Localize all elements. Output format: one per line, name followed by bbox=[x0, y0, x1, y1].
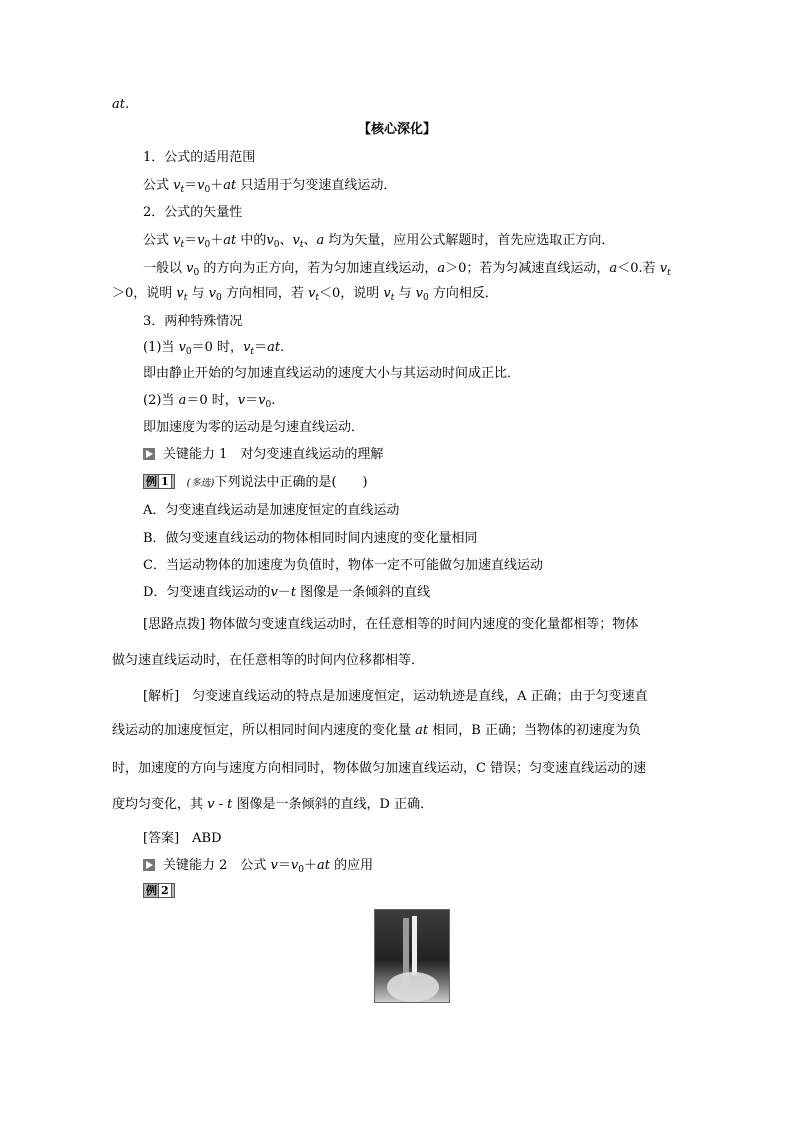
var: t bbox=[227, 797, 233, 812]
text-fragment: 的应用 bbox=[330, 858, 374, 873]
text-fragment: 、 bbox=[279, 233, 293, 248]
analysis-line bbox=[112, 722, 641, 740]
analysis-text: 时，加速度的方向与速度方向相同时，物体做匀加速直线运动，C 错误；匀变速直线运动的速 bbox=[112, 761, 647, 776]
subheading-text: 2．公式的矢量性 bbox=[143, 205, 243, 220]
hint-line bbox=[112, 652, 424, 670]
text-fragment: ＝0 时， bbox=[186, 393, 238, 408]
example-label: 例 bbox=[146, 884, 157, 897]
var: v bbox=[290, 858, 299, 873]
var: at bbox=[223, 178, 237, 193]
text-line bbox=[143, 339, 284, 361]
text-fragment: 方向相反． bbox=[428, 286, 498, 301]
text-fragment: ＝ bbox=[184, 178, 198, 193]
text-fragment: . bbox=[280, 340, 285, 355]
text-fragment: 方向相同，若 bbox=[221, 286, 309, 301]
text-fragment: 中的 bbox=[236, 233, 267, 248]
example-1-question bbox=[143, 474, 368, 493]
var: v bbox=[178, 340, 186, 355]
subscript: 0 bbox=[298, 865, 305, 875]
subscript: 0 bbox=[193, 268, 200, 278]
subscript: t bbox=[667, 268, 671, 278]
rocket bbox=[412, 916, 417, 976]
answer-line bbox=[143, 830, 222, 848]
var: v bbox=[207, 797, 215, 812]
var: a bbox=[609, 261, 618, 276]
text-fragment: ＝ bbox=[254, 340, 268, 355]
text-fragment: - bbox=[214, 797, 228, 812]
subscript: t bbox=[250, 347, 255, 357]
example-number: 2 bbox=[158, 883, 172, 898]
text-fragment: . bbox=[271, 393, 276, 408]
key-ability-2 bbox=[143, 857, 373, 879]
subscript: 0 bbox=[216, 293, 222, 303]
var: at bbox=[267, 340, 281, 355]
var: v bbox=[243, 340, 251, 355]
text-fragment: 度均匀变化，其 bbox=[112, 797, 208, 812]
example-badge bbox=[143, 474, 175, 489]
text-fragment: ＝0 时， bbox=[191, 340, 244, 355]
var: v bbox=[208, 286, 217, 301]
multi-select-tag: (多选) bbox=[186, 478, 215, 489]
text-fragment: 即加速度为零的运动是匀速直线运动． bbox=[143, 420, 365, 435]
option-text: C．当运动物体的加速度为负值时，物体一定不可能做匀加速直线运动 bbox=[143, 558, 543, 573]
hint-text: [思路点拨] 物体做匀变速直线运动时，在任意相等的时间内速度的变化量都相等；物体 bbox=[143, 617, 639, 632]
text-fragment: D．匀变速直线运动的 bbox=[143, 585, 271, 600]
subscript: t bbox=[180, 185, 185, 195]
subscript: t bbox=[390, 293, 395, 303]
var: t bbox=[290, 585, 297, 600]
heading-text: 【核心深化】 bbox=[357, 122, 436, 137]
var: v bbox=[176, 286, 184, 301]
var: at bbox=[223, 233, 237, 248]
subscript: 0 bbox=[265, 400, 272, 410]
text-fragment: ＝ bbox=[184, 233, 198, 248]
text-fragment: ＋ bbox=[210, 178, 224, 193]
text-fragment: 图像是一条倾斜的直线 bbox=[296, 585, 431, 600]
text-fragment: ＋ bbox=[304, 858, 318, 873]
answer-text: [答案] ABD bbox=[143, 831, 222, 846]
formula-line bbox=[143, 177, 396, 199]
var: v bbox=[173, 178, 181, 193]
subheading bbox=[143, 149, 255, 167]
text-line bbox=[143, 365, 520, 383]
example-number: 1 bbox=[158, 474, 172, 489]
text-fragment: 的方向为正方向，若为匀加速直线运动， bbox=[199, 261, 438, 276]
var: v bbox=[270, 858, 278, 873]
analysis-line bbox=[112, 760, 646, 778]
var: v bbox=[237, 393, 246, 408]
text-fragment: 关键能力 2 公式 bbox=[163, 858, 271, 873]
example-2-badge-line bbox=[143, 883, 187, 901]
subheading bbox=[143, 204, 242, 222]
option-b bbox=[143, 530, 478, 548]
text-fragment: 只适用于匀变速直线运动． bbox=[236, 178, 397, 193]
subscript: 0 bbox=[204, 240, 211, 250]
text-fragment: 即由静止开始的匀加速直线运动的速度大小与其运动时间成正比． bbox=[143, 366, 521, 381]
var: v bbox=[383, 286, 391, 301]
subheading bbox=[143, 313, 242, 331]
text-fragment: 公式 bbox=[143, 233, 174, 248]
launch-smoke bbox=[387, 972, 439, 1002]
subheading-text: 1．公式的适用范围 bbox=[143, 150, 256, 165]
subheading-text: 3．两种特殊情况 bbox=[143, 314, 243, 329]
subscript: 0 bbox=[423, 293, 429, 303]
question-text: 下列说法中正确的是( ) bbox=[214, 475, 368, 490]
var: v bbox=[173, 233, 181, 248]
analysis-line bbox=[143, 688, 648, 706]
text-line bbox=[112, 96, 129, 114]
var: v bbox=[186, 261, 194, 276]
play-arrow-icon bbox=[143, 448, 155, 460]
var: v bbox=[659, 261, 668, 276]
var: at bbox=[415, 723, 429, 738]
text-fragment: － bbox=[277, 585, 291, 600]
text-fragment: ＞0；若为匀减速直线运动， bbox=[445, 261, 610, 276]
var: at bbox=[317, 858, 331, 873]
subscript: t bbox=[180, 240, 185, 250]
analysis-text: [解析] 匀变速直线运动的特点是加速度恒定，运动轨迹是直线，A 正确；由于匀变速直 bbox=[143, 689, 648, 704]
subscript: 0 bbox=[185, 347, 192, 357]
example-label: 例 bbox=[146, 475, 157, 488]
text-fragment: 线运动的加速度恒定，所以相同时间内速度的变化量 bbox=[112, 723, 416, 738]
text-line bbox=[143, 419, 364, 437]
option-text: B．做匀变速直线运动的物体相同时间内速度的变化量相同 bbox=[143, 531, 478, 546]
subscript: t bbox=[183, 293, 188, 303]
var: a bbox=[437, 261, 446, 276]
option-d bbox=[143, 584, 430, 602]
text-line bbox=[112, 285, 498, 307]
text-fragment: at. bbox=[112, 97, 130, 112]
text-fragment: 图像是一条倾斜的直线，D 正确． bbox=[232, 797, 434, 812]
text-fragment: ＜0.若 bbox=[617, 261, 660, 276]
var: v bbox=[270, 585, 278, 600]
text-fragment: ＞0，说明 bbox=[112, 286, 177, 301]
text-fragment: ＜0，说明 bbox=[319, 286, 384, 301]
var: v bbox=[266, 233, 274, 248]
var: a bbox=[178, 393, 187, 408]
text-fragment: ＝ bbox=[245, 393, 259, 408]
var: v bbox=[197, 233, 205, 248]
rocket-launch-photo bbox=[374, 909, 450, 1003]
var: v bbox=[308, 286, 316, 301]
text-fragment: 公式 bbox=[143, 178, 174, 193]
text-fragment: ＋ bbox=[210, 233, 224, 248]
subscript: t bbox=[299, 240, 304, 250]
subscript: t bbox=[315, 293, 319, 303]
option-text: A．匀变速直线运动是加速度恒定的直线运动 bbox=[143, 503, 400, 518]
text-fragment: (1)当 bbox=[143, 340, 179, 355]
var: v bbox=[197, 178, 205, 193]
analysis-line bbox=[112, 796, 433, 814]
section-heading bbox=[0, 121, 794, 139]
var: a bbox=[316, 233, 325, 248]
text-fragment: 一般以 bbox=[143, 261, 187, 276]
key-ability-1 bbox=[143, 446, 383, 464]
hint-text: 做匀速直线运动时，在任意相等的时间内位移都相等． bbox=[112, 653, 425, 668]
example-badge bbox=[143, 883, 175, 898]
text-fragment: 与 bbox=[394, 286, 416, 301]
formula-line bbox=[143, 232, 614, 254]
text-fragment: 均为矢量，应用公式解题时，首先应选取正方向． bbox=[324, 233, 615, 248]
option-c bbox=[143, 557, 543, 575]
subscript: 0 bbox=[273, 240, 280, 250]
play-arrow-icon bbox=[143, 859, 155, 871]
text-fragment: (2)当 bbox=[143, 393, 179, 408]
text-fragment: 与 bbox=[187, 286, 209, 301]
option-a bbox=[143, 502, 399, 520]
text-line bbox=[143, 260, 671, 282]
text-fragment: 、 bbox=[303, 233, 317, 248]
var: v bbox=[292, 233, 300, 248]
var: v bbox=[415, 286, 424, 301]
var: v bbox=[258, 393, 266, 408]
text-line bbox=[143, 392, 275, 414]
key-ability-text: 关键能力 1 对匀变速直线运动的理解 bbox=[163, 447, 384, 462]
subscript: 0 bbox=[204, 185, 211, 195]
text-fragment: 相同，B 正确；当物体的初速度为负 bbox=[428, 723, 641, 738]
text-fragment: ＝ bbox=[277, 858, 291, 873]
hint-line bbox=[143, 616, 638, 634]
